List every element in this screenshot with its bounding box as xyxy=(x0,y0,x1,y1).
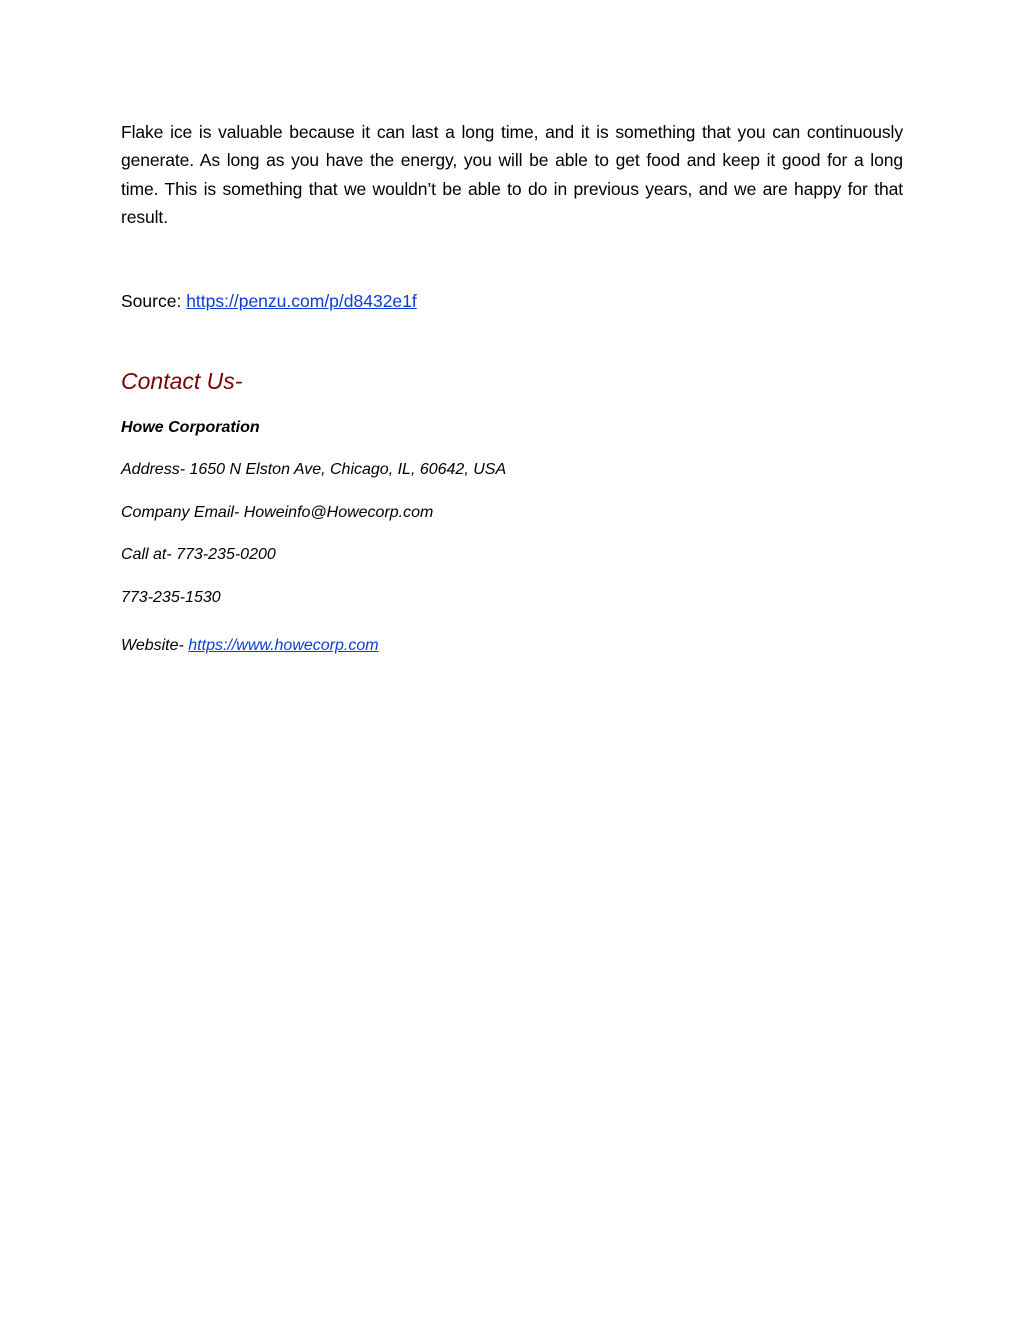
source-label: Source: xyxy=(121,291,187,311)
website-link[interactable]: https://www.howecorp.com xyxy=(188,637,379,654)
company-name: Howe Corporation xyxy=(121,419,260,436)
company-phone-secondary: 773-235-1530 xyxy=(121,589,221,606)
intro-paragraph: Flake ice is valuable because it can last a long time, and it is something that you can continuously generate. As long as you have the energy, you will be able to get food and keep it good for a long time. This is something that we wouldn’t be able to do in previous years, and we are happy for that result. xyxy=(121,122,903,227)
company-address: Address- 1650 N Elston Ave, Chicago, IL, 60642, USA xyxy=(121,461,507,478)
company-website-line xyxy=(121,635,379,657)
source-link[interactable]: https://penzu.com/p/d8432e1f xyxy=(186,291,417,311)
company-phone: Call at- 773-235-0200 xyxy=(121,546,276,563)
website-label: Website- xyxy=(121,637,189,654)
document-page xyxy=(121,118,903,654)
contact-heading: Contact Us- xyxy=(121,368,243,394)
company-email: Company Email- Howeinfo@Howecorp.com xyxy=(121,504,434,521)
source-line xyxy=(121,287,417,315)
